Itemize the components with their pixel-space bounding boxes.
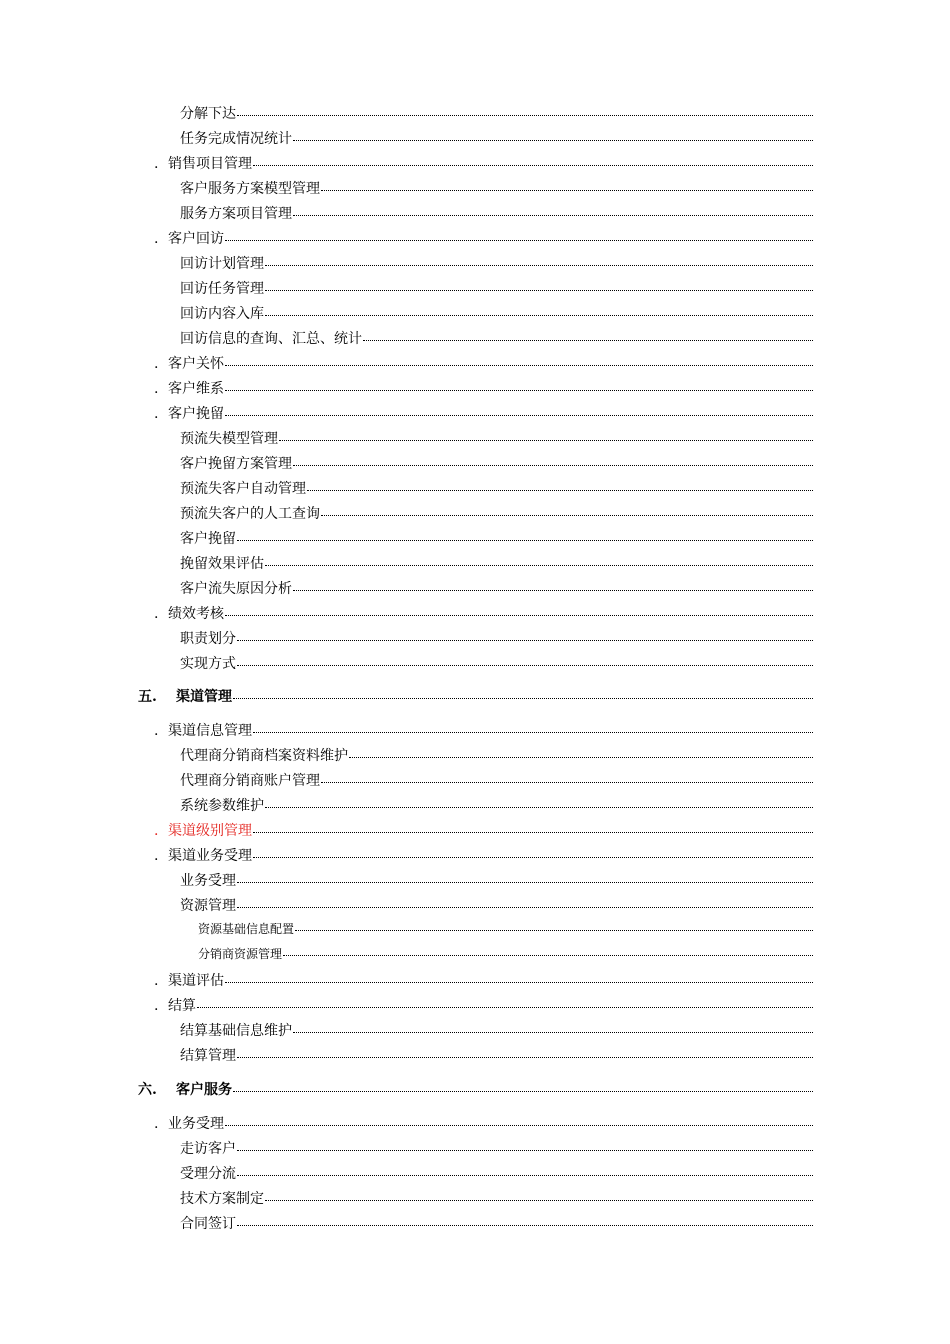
toc-entry[interactable] — [154, 603, 813, 623]
dot-leader — [293, 465, 813, 466]
toc-entry-label: 渠道信息管理 — [168, 723, 252, 739]
toc-entry-label: 客户服务方案模型管理 — [180, 181, 320, 197]
dot-leader — [237, 640, 813, 641]
toc-entry-label: 走访客户 — [180, 1141, 236, 1157]
toc-entry-label: 渠道业务受理 — [168, 848, 252, 864]
toc-entry-number: . — [154, 356, 159, 372]
toc-entry-label: 结算 — [168, 998, 196, 1014]
toc-entry[interactable] — [180, 103, 813, 123]
toc-entry[interactable] — [180, 178, 813, 198]
dot-leader — [233, 1091, 813, 1092]
toc-entry[interactable] — [154, 995, 813, 1015]
dot-leader — [265, 565, 813, 566]
toc-entry[interactable] — [154, 970, 813, 990]
dot-leader — [225, 365, 813, 366]
dot-leader — [265, 807, 813, 808]
dot-leader — [295, 930, 813, 931]
toc-entry-number: . — [154, 606, 159, 622]
toc-entry[interactable] — [180, 578, 813, 598]
toc-entry[interactable] — [138, 686, 813, 706]
toc-entry-label: 回访信息的查询、汇总、统计 — [180, 331, 362, 347]
dot-leader — [225, 982, 813, 983]
toc-entry-label: 客户挽留方案管理 — [180, 456, 292, 472]
toc-entry[interactable] — [180, 1020, 813, 1040]
toc-entry-label: 代理商分销商档案资料维护 — [180, 748, 348, 764]
dot-leader — [253, 732, 813, 733]
toc-entry[interactable] — [180, 895, 813, 915]
dot-leader — [237, 1150, 813, 1151]
dot-leader — [363, 340, 813, 341]
dot-leader — [321, 190, 813, 191]
toc-entry[interactable] — [180, 553, 813, 573]
dot-leader — [237, 665, 813, 666]
dot-leader — [265, 265, 813, 266]
dot-leader — [307, 490, 813, 491]
toc-entry-number: . — [154, 381, 159, 397]
toc-entry-label: 回访内容入库 — [180, 306, 264, 322]
toc-entry[interactable] — [180, 1213, 813, 1233]
dot-leader — [237, 540, 813, 541]
toc-entry-label: 受理分流 — [180, 1166, 236, 1182]
dot-leader — [293, 140, 813, 141]
toc-entry[interactable] — [180, 303, 813, 323]
dot-leader — [279, 440, 813, 441]
dot-leader — [225, 240, 813, 241]
toc-entry[interactable] — [180, 1138, 813, 1158]
toc-entry[interactable] — [154, 228, 813, 248]
toc-entry-label: 回访计划管理 — [180, 256, 264, 272]
dot-leader — [225, 415, 813, 416]
toc-entry[interactable] — [180, 628, 813, 648]
dot-leader — [237, 1225, 813, 1226]
toc-entry-label: 回访任务管理 — [180, 281, 264, 297]
toc-entry[interactable] — [154, 1113, 813, 1133]
toc-entry-label: 客户挽留 — [168, 406, 224, 422]
dot-leader — [233, 698, 813, 699]
toc-entry-label: 分销商资源管理 — [198, 947, 283, 961]
toc-entry-number: . — [154, 973, 159, 989]
toc-entry-number: . — [154, 723, 159, 739]
toc-entry-label: 结算管理 — [180, 1048, 236, 1064]
toc-entry[interactable] — [180, 128, 813, 148]
toc-entry[interactable] — [180, 653, 813, 673]
dot-leader — [237, 115, 813, 116]
toc-entry[interactable] — [198, 945, 813, 962]
toc-entry-label: 客户挽留 — [180, 531, 236, 547]
toc-entry[interactable] — [154, 378, 813, 398]
toc-entry-label: 技术方案制定 — [180, 1191, 264, 1207]
toc-entry-label: 绩效考核 — [168, 606, 224, 622]
toc-entry-number: 五. — [138, 689, 157, 705]
toc-entry[interactable] — [180, 503, 813, 523]
dot-leader — [265, 1200, 813, 1201]
dot-leader — [293, 1032, 813, 1033]
toc-entry-label: 客户维系 — [168, 381, 224, 397]
toc-entry[interactable] — [180, 253, 813, 273]
dot-leader — [293, 215, 813, 216]
toc-entry-label: 预流失客户自动管理 — [180, 481, 306, 497]
toc-entry[interactable] — [180, 745, 813, 765]
toc-entry-number: . — [154, 823, 159, 839]
toc-entry-number: 六. — [138, 1082, 157, 1098]
toc-entry-label: 资源基础信息配置 — [198, 922, 295, 936]
toc-entry[interactable] — [154, 720, 813, 740]
dot-leader — [265, 315, 813, 316]
toc-entry-number: . — [154, 231, 159, 247]
dot-leader — [321, 782, 813, 783]
toc-entry-label: 业务受理 — [168, 1116, 224, 1132]
toc-entry[interactable] — [180, 1045, 813, 1065]
toc-entry-label: 资源管理 — [180, 898, 236, 914]
toc-entry[interactable] — [180, 870, 813, 890]
toc-entry-label: 客户流失原因分析 — [180, 581, 292, 597]
toc-entry-label: 分解下达 — [180, 106, 236, 122]
toc-entry[interactable] — [180, 770, 813, 790]
dot-leader — [265, 290, 813, 291]
toc-entry-label: 客户关怀 — [168, 356, 224, 372]
dot-leader — [225, 615, 813, 616]
toc-entry-number: . — [154, 156, 159, 172]
toc-entry[interactable] — [154, 403, 813, 423]
toc-entry-label: 客户回访 — [168, 231, 224, 247]
toc-entry[interactable] — [180, 478, 813, 498]
toc-entry-number: . — [154, 848, 159, 864]
dot-leader — [225, 390, 813, 391]
toc-entry[interactable] — [180, 328, 813, 348]
toc-entry-number: . — [154, 1116, 159, 1132]
toc-entry-label: 渠道评估 — [168, 973, 224, 989]
toc-entry-label: 预流失客户的人工查询 — [180, 506, 320, 522]
toc-entry-number: . — [154, 998, 159, 1014]
toc-entry-label: 渠道管理 — [176, 689, 232, 705]
toc-entry-label: 系统参数维护 — [180, 798, 264, 814]
toc-entry-label: 服务方案项目管理 — [180, 206, 292, 222]
toc-entry-label: 结算基础信息维护 — [180, 1023, 292, 1039]
dot-leader — [225, 1125, 813, 1126]
toc-entry-label: 客户服务 — [176, 1082, 232, 1098]
dot-leader — [237, 1057, 813, 1058]
toc-entry-label: 业务受理 — [180, 873, 236, 889]
toc-entry-label: 职责划分 — [180, 631, 236, 647]
dot-leader — [253, 832, 813, 833]
toc-entry-label: 渠道级别管理 — [168, 823, 252, 839]
dot-leader — [253, 165, 813, 166]
dot-leader — [293, 590, 813, 591]
toc-entry-label: 实现方式 — [180, 656, 236, 672]
toc-entry[interactable] — [180, 278, 813, 298]
toc-entry-label: 销售项目管理 — [168, 156, 252, 172]
toc-entry[interactable] — [154, 820, 813, 840]
toc-entry[interactable] — [198, 920, 813, 937]
toc-entry[interactable] — [180, 203, 813, 223]
toc-entry-label: 预流失模型管理 — [180, 431, 278, 447]
toc-entry[interactable] — [154, 845, 813, 865]
toc-entry-label: 代理商分销商账户管理 — [180, 773, 320, 789]
toc-entry[interactable] — [180, 1188, 813, 1208]
toc-entry-label: 挽留效果评估 — [180, 556, 264, 572]
dot-leader — [197, 1007, 813, 1008]
toc-entry[interactable] — [180, 528, 813, 548]
toc-entry[interactable] — [180, 428, 813, 448]
toc-entry[interactable] — [180, 1163, 813, 1183]
toc-entry[interactable] — [154, 153, 813, 173]
toc-entry[interactable] — [180, 795, 813, 815]
dot-leader — [253, 857, 813, 858]
dot-leader — [237, 907, 813, 908]
dot-leader — [349, 757, 813, 758]
toc-entry[interactable] — [154, 353, 813, 373]
toc-entry-number: . — [154, 406, 159, 422]
toc-entry[interactable] — [180, 453, 813, 473]
dot-leader — [283, 955, 813, 956]
toc-entry-label: 任务完成情况统计 — [180, 131, 292, 147]
dot-leader — [237, 882, 813, 883]
dot-leader — [321, 515, 813, 516]
toc-entry[interactable] — [138, 1079, 813, 1099]
toc-entry-label: 合同签订 — [180, 1216, 236, 1232]
dot-leader — [237, 1175, 813, 1176]
